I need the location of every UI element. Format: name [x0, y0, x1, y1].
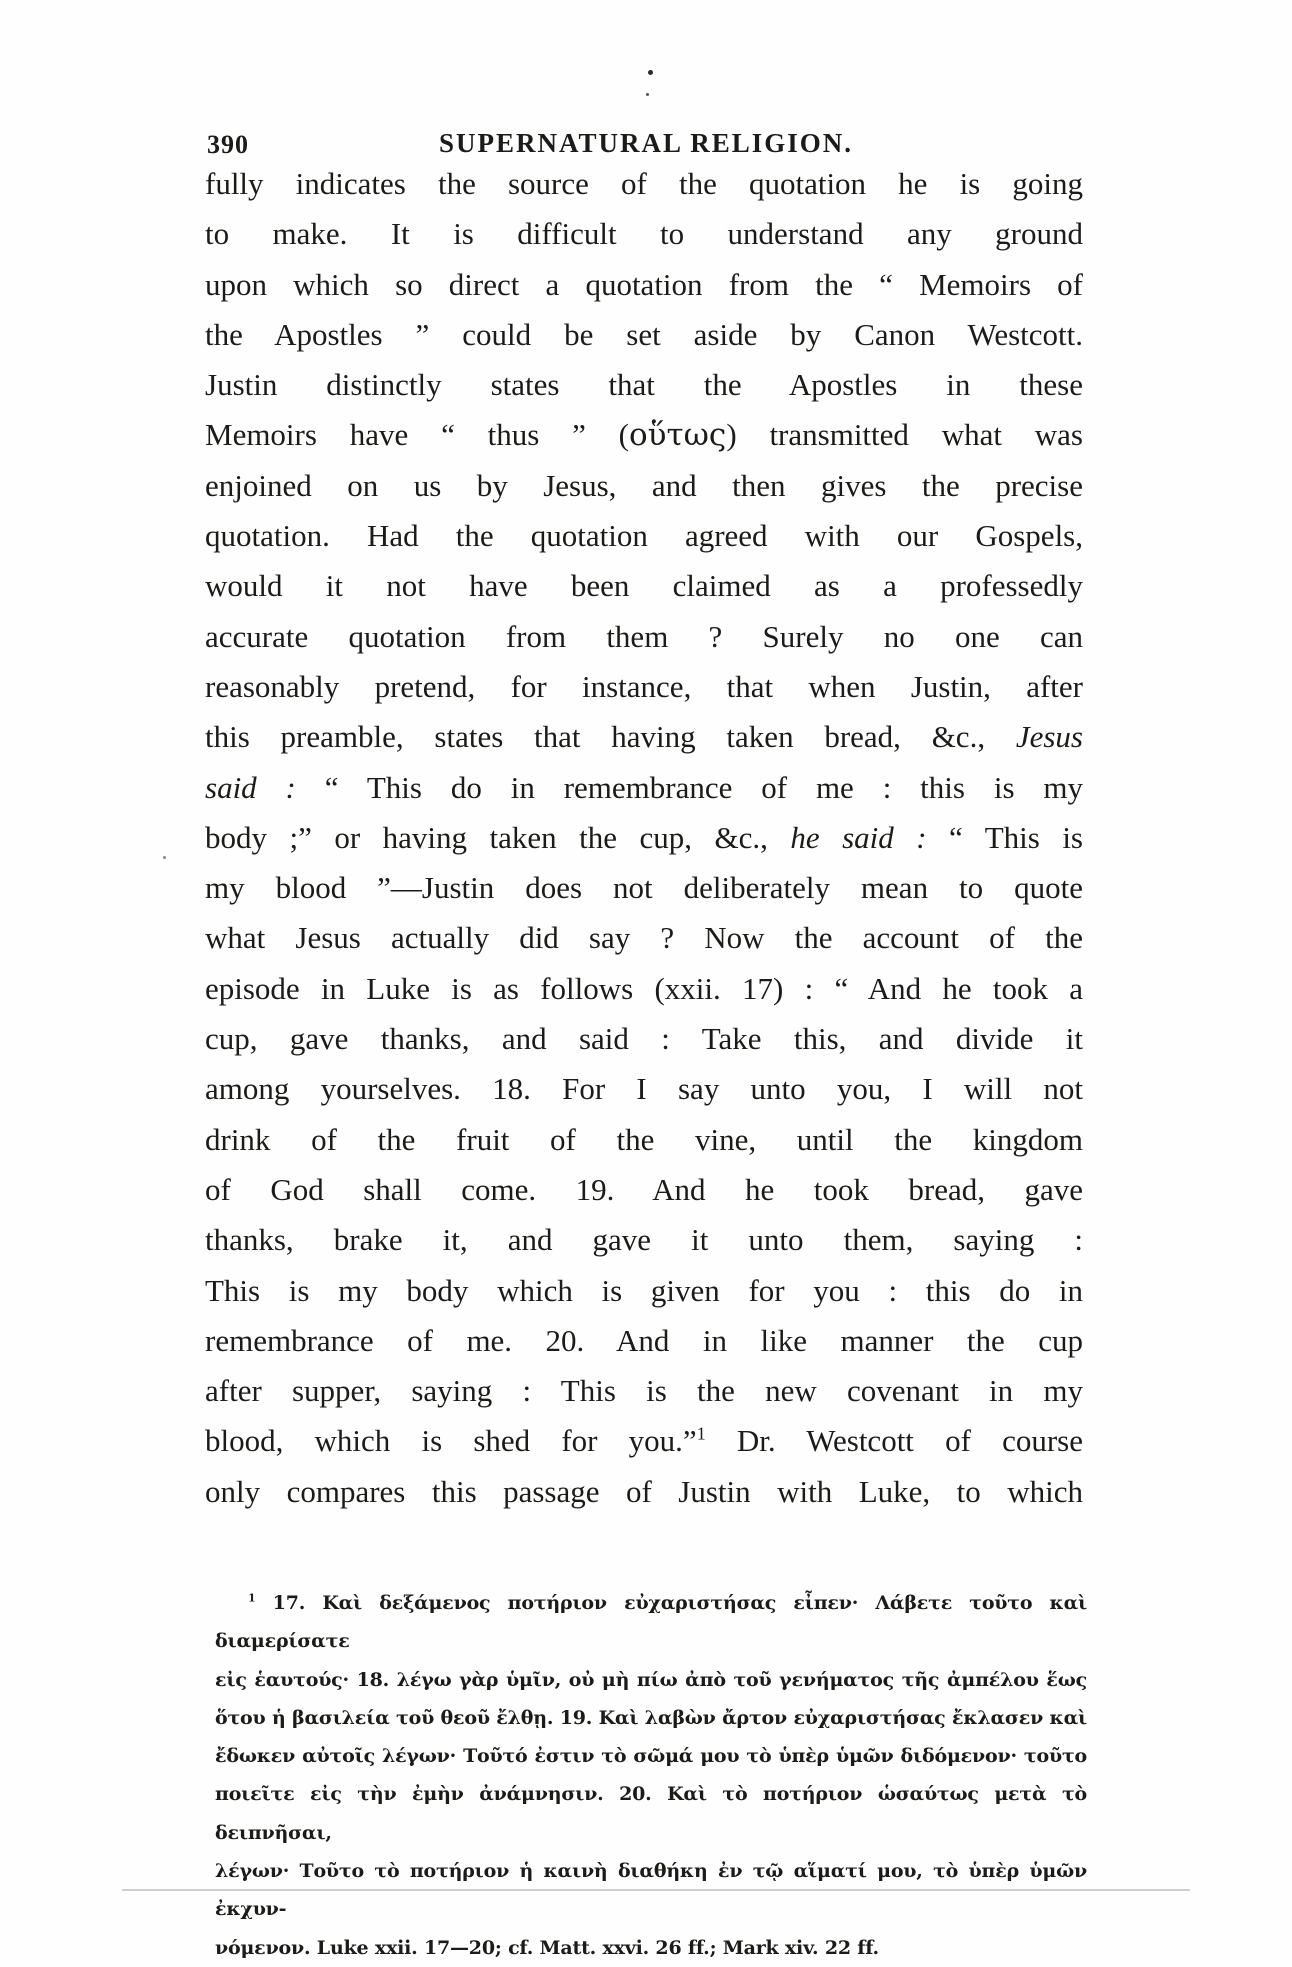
text-segment: among yourselves. 18. For I say unto you, I will not [205, 1071, 1083, 1107]
text-segment: ) transmitted what was [726, 417, 1083, 453]
text-line [205, 410, 1083, 460]
text-line [205, 1165, 1083, 1215]
text-line [205, 561, 1083, 611]
text-segment: 1 [696, 1424, 706, 1445]
text-segment: remembrance of me. 20. And in like manner the cup [205, 1322, 1083, 1358]
text-line [205, 964, 1083, 1014]
text-segment: Justin distinctly states that the Apostles in these [205, 367, 1083, 403]
text-line [205, 712, 1083, 762]
text-line [205, 763, 1083, 813]
text-segment: 1 [248, 1591, 256, 1605]
text-line [205, 1266, 1083, 1316]
footnote [215, 1584, 1087, 1967]
body-text [205, 159, 1083, 1517]
text-segment: οὕτως [629, 417, 727, 454]
text-segment: blood, which is shed for you.” [205, 1423, 697, 1459]
text-line [205, 1416, 1083, 1466]
scan-artifact-dot [646, 93, 649, 96]
text-line [215, 1775, 1087, 1852]
text-segment: λέγων· Τοῦτο τὸ ποτήριον ἡ καινὴ διαθήκη ἐν τῷ αἵματί μου, τὸ ὑπὲρ ὑμῶν ἐκχυν- [215, 1860, 1087, 1921]
text-segment: body ;” or having taken the cup, &c., [205, 819, 791, 855]
scan-edge-line [122, 1889, 1190, 1891]
text-line [205, 813, 1083, 863]
text-segment: ποιεῖτε εἰς τὴν ἐμὴν ἀνάμνησιν. 20. Καὶ τὸ ποτήριον ὡσαύτως μετὰ τὸ δειπνῆσαι, [215, 1783, 1087, 1844]
text-line [205, 612, 1083, 662]
text-segment: said : [205, 769, 296, 805]
text-segment: after supper, saying : This is the new covenant in my [205, 1373, 1083, 1409]
text-segment: cup, gave thanks, and said : Take this, and divide it [205, 1021, 1083, 1057]
scan-artifact-dot [163, 856, 166, 859]
text-segment: Luke xxii. 17—20; cf. Matt. xxvi. 26 ff.; Mark xiv. 22 ff. [316, 1936, 879, 1959]
text-segment: he said : [790, 819, 927, 855]
text-segment: would it not have been claimed as a professedly [205, 568, 1083, 604]
text-segment: to make. It is difficult to understand any ground [205, 216, 1083, 252]
text-segment: “ This do in remembrance of me : this is my [295, 769, 1084, 805]
text-line [205, 1064, 1083, 1114]
text-line [205, 913, 1083, 963]
text-segment: νόμενον. [215, 1936, 317, 1959]
text-segment: reasonably pretend, for instance, that when Justin, after [205, 668, 1083, 704]
text-segment: Jesus [1015, 719, 1083, 755]
text-segment: of God shall come. 19. And he took bread, gave [205, 1171, 1083, 1207]
text-segment: ἔδωκεν αὐτοῖς λέγων· Τοῦτό ἐστιν τὸ σῶμά μου τὸ ὑπὲρ ὑμῶν διδόμενον· τοῦτο [215, 1745, 1087, 1768]
text-segment: fully indicates the source of the quotation he is going [205, 166, 1083, 201]
text-segment: accurate quotation from them ? Surely no one can [205, 618, 1083, 654]
text-line [205, 1316, 1083, 1366]
text-line [205, 1366, 1083, 1416]
text-line [205, 1467, 1083, 1517]
text-line [215, 1584, 1087, 1661]
text-line [205, 662, 1083, 712]
text-line [215, 1737, 1087, 1775]
text-segment: This is my body which is given for you : this do in [205, 1272, 1083, 1308]
text-line [205, 310, 1083, 360]
text-segment: Dr. Westcott of course [705, 1423, 1084, 1459]
text-line [215, 1661, 1087, 1699]
text-segment: thanks, brake it, and gave it unto them, saying : [205, 1222, 1083, 1258]
text-segment: enjoined on us by Jesus, and then gives the precise [205, 467, 1083, 503]
text-line [205, 1115, 1083, 1165]
text-segment: what Jesus actually did say ? Now the account of the [205, 920, 1083, 956]
scan-artifact-dot [648, 70, 653, 75]
text-segment: quotation. Had the quotation agreed with our Gospels, [205, 518, 1083, 554]
text-line [205, 1014, 1083, 1064]
text-segment: upon which so direct a quotation from the “ Memoirs of [205, 266, 1083, 302]
text-line [215, 1699, 1087, 1737]
text-segment: drink of the fruit of the vine, until the kingdom [205, 1121, 1083, 1157]
text-segment: “ This is [926, 819, 1084, 855]
page-number: 390 [207, 130, 249, 159]
text-segment: only compares this passage of Justin with Luke, to which [205, 1473, 1083, 1509]
text-segment: Memoirs have “ thus ” ( [205, 417, 629, 453]
text-line [205, 159, 1083, 209]
text-line [205, 1215, 1083, 1265]
text-segment: episode in Luke is as follows (xxii. 17) : “ And he took a [205, 970, 1083, 1006]
text-line [205, 863, 1083, 913]
text-line [205, 461, 1083, 511]
text-segment: the Apostles ” could be set aside by Canon Westcott. [205, 316, 1083, 352]
text-segment: my blood ”—Justin does not deliberately mean to quote [205, 870, 1083, 906]
text-line [205, 511, 1083, 561]
text-segment: 17. Καὶ δεξάμενος ποτήριον εὐχαριστήσας εἶπεν· Λάβετε τοῦτο καὶ διαμερίσατε [215, 1592, 1087, 1653]
text-line [205, 209, 1083, 259]
text-line [205, 260, 1083, 310]
text-segment: εἰς ἑαυτούς· 18. λέγω γὰρ ὑμῖν, οὐ μὴ πίω ἀπὸ τοῦ γενήματος τῆς ἀμπέλου ἕως [215, 1668, 1087, 1691]
text-line [205, 360, 1083, 410]
text-line [215, 1929, 1087, 1967]
running-title: SUPERNATURAL RELIGION. [438, 128, 854, 158]
text-segment: this preamble, states that having taken bread, &c., [205, 719, 1016, 755]
text-segment: ὅτου ἡ βασιλεία τοῦ θεοῦ ἔλθῃ. 19. Καὶ λαβὼν ἄρτον εὐχαριστήσας ἔκλασεν καὶ [215, 1706, 1087, 1729]
